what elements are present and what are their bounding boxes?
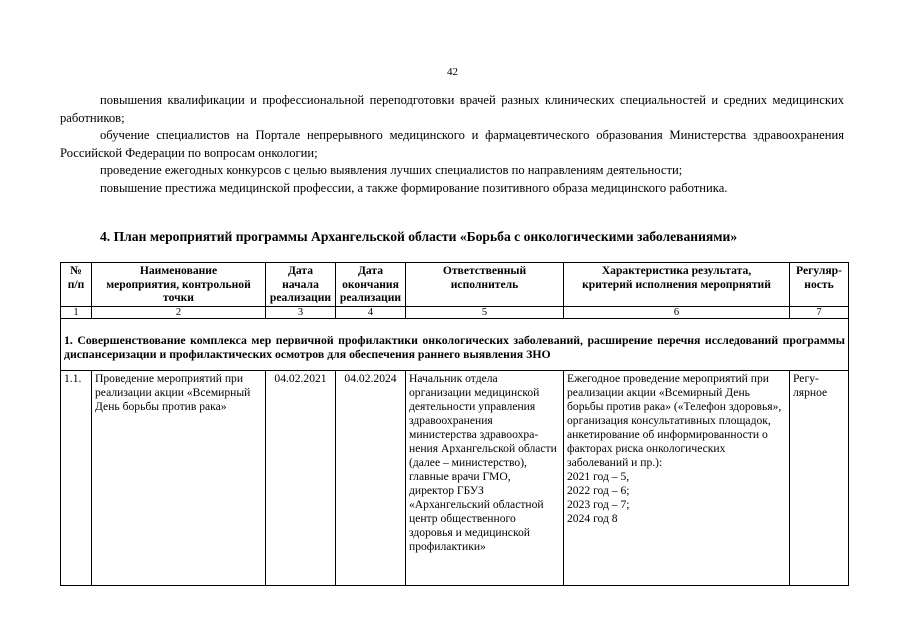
group-title: 1. Совершенствование комплекса мер первичной профилактики онкологических заболеваний, расширение перечня исследований программы диспансеризации и профилактических осмотров для обеспечения раннего выявления ЗНО [61, 318, 849, 370]
intro-paragraph: повышения квалификации и профессиональной переподготовки врачей разных клинических специальностей и средних медицинских работников; [60, 93, 844, 125]
cell-result: Ежегодное проведение мероприятий при реализации акции «Всемирный День борьбы против рака» («Телефон здоровья», организация консультативных площадок, анкетирование об информированности о факторах риска онкологических заболеваний и пр.): 2021 год – 5, 2022 год – 6; 2023 год – 7; 2024 год 8 [564, 370, 790, 585]
cell-regularity: Регу- лярное [790, 370, 849, 585]
cell-name: Проведение мероприятий при реализации акции «Всемирный День борьбы против рака» [92, 370, 266, 585]
header-name: Наименование мероприятия, контрольной точки [92, 263, 266, 307]
intro-paragraph: обучение специалистов на Портале непрерывного медицинского и фармацевтического образования Министерства здравоохранения Российской Федерации по вопросам онкологии; [60, 128, 844, 160]
header-start-date: Дата начала реализации [266, 263, 336, 307]
column-number: 5 [406, 306, 564, 318]
column-number: 1 [61, 306, 92, 318]
column-number: 3 [266, 306, 336, 318]
table-row [61, 370, 849, 585]
section-title: 4. План мероприятий программы Архангельской области «Борьба с онкологическими заболеваниями» [100, 229, 738, 244]
column-number: 2 [92, 306, 266, 318]
header-num: № п/п [61, 263, 92, 307]
cell-start-date: 04.02.2021 [266, 370, 336, 585]
table-header-row [61, 263, 849, 307]
header-end-date: Дата окончания реализации [336, 263, 406, 307]
header-responsible: Ответственный исполнитель [406, 263, 564, 307]
intro-paragraph: повышение престижа медицинской профессии, а также формирование позитивного образа медицинского работника. [100, 180, 728, 195]
intro-text [60, 92, 844, 197]
intro-paragraph: проведение ежегодных конкурсов с целью выявления лучших специалистов по направлениям деятельности; [100, 163, 683, 177]
page-number: 42 [447, 66, 458, 78]
table-group-row [61, 318, 849, 370]
cell-num: 1.1. [61, 370, 92, 585]
column-number: 6 [564, 306, 790, 318]
header-result: Характеристика результата, критерий исполнения мероприятий [564, 263, 790, 307]
plan-table [60, 262, 849, 586]
cell-responsible: Начальник отдела организации медицинской деятельности управления здравоохранения министерства здравоохра-нения Архангельской области (далее – министерство), главные врачи ГМО, директор ГБУЗ «Архангельский областной центр общественного здоровья и медицинской профилактики» [406, 370, 564, 585]
column-number: 4 [336, 306, 406, 318]
header-regularity: Регуляр- ность [790, 263, 849, 307]
column-number: 7 [790, 306, 849, 318]
table-column-numbers-row [61, 306, 849, 318]
cell-end-date: 04.02.2024 [336, 370, 406, 585]
